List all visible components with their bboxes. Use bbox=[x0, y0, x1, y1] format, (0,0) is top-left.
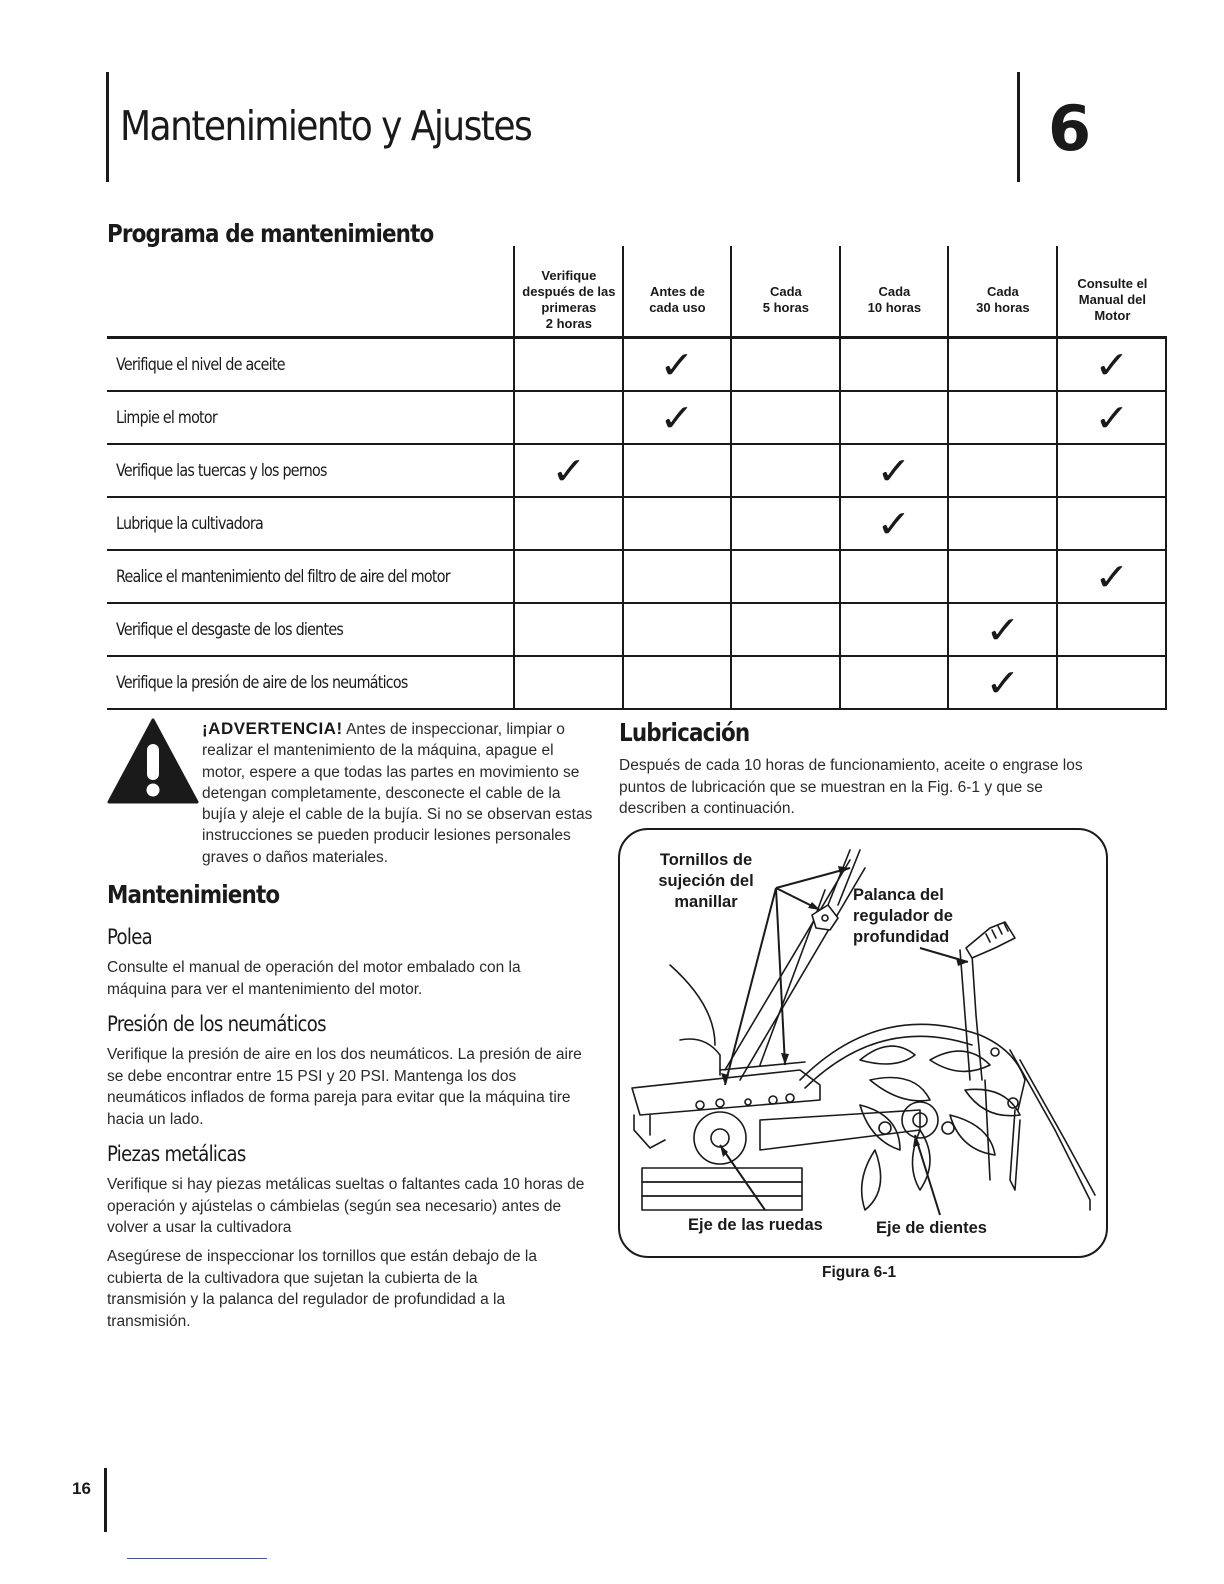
header-right-rule bbox=[1017, 72, 1020, 182]
schedule-cell bbox=[514, 444, 623, 497]
hardware-text: Verifique si hay piezas metálicas sueltas o faltantes cada 10 horas de operación y ajústelas o cámbielas (según sea necesario) antes de volver a usar la cultivadora bbox=[107, 1176, 585, 1236]
column-header: Antes de cada uso bbox=[623, 246, 731, 338]
check-mark-icon: ✓ bbox=[551, 448, 587, 493]
section-heading-pulley: Polea bbox=[107, 925, 153, 949]
check-mark-icon: ✓ bbox=[1094, 554, 1130, 599]
tiller-figure bbox=[618, 828, 1108, 1258]
table-row bbox=[107, 550, 1166, 603]
table-row bbox=[107, 444, 1166, 497]
task-cell bbox=[107, 391, 514, 444]
schedule-cell bbox=[623, 656, 731, 709]
schedule-cell bbox=[514, 656, 623, 709]
schedule-cell bbox=[1057, 603, 1166, 656]
schedule-cell bbox=[948, 550, 1057, 603]
task-label: Verifique las tuercas y los pernos bbox=[116, 460, 327, 481]
schedule-cell bbox=[948, 338, 1057, 392]
schedule-cell bbox=[623, 338, 731, 392]
section-heading-hardware: Piezas metálicas bbox=[107, 1142, 246, 1166]
label-depth-lever: Palanca del regulador de profundidad bbox=[853, 886, 953, 946]
table-row bbox=[107, 391, 1166, 444]
page-number: 16 bbox=[72, 1479, 91, 1498]
column-header: Consulte el Manual del Motor bbox=[1057, 246, 1166, 338]
schedule-cell bbox=[948, 391, 1057, 444]
task-label: Verifique la presión de aire de los neumáticos bbox=[116, 672, 408, 693]
table-header-row bbox=[107, 246, 1166, 338]
label-tine-axle: Eje de dientes bbox=[876, 1219, 987, 1237]
task-cell bbox=[107, 497, 514, 550]
schedule-cell bbox=[948, 497, 1057, 550]
schedule-cell bbox=[948, 444, 1057, 497]
schedule-cell bbox=[731, 391, 840, 444]
label-wheel-axle: Eje de las ruedas bbox=[688, 1216, 823, 1234]
lubrication-title: Lubricación bbox=[619, 718, 750, 747]
schedule-cell bbox=[1057, 550, 1166, 603]
task-label: Realice el mantenimiento del filtro de aire del motor bbox=[116, 566, 450, 587]
figure-caption: Figura 6-1 bbox=[822, 1264, 897, 1281]
task-label: Verifique el desgaste de los dientes bbox=[116, 619, 344, 640]
schedule-cell bbox=[514, 603, 623, 656]
schedule-cell bbox=[840, 550, 948, 603]
chapter-number: 6 bbox=[1048, 92, 1092, 165]
column-header: Cada 30 horas bbox=[948, 246, 1057, 338]
task-cell bbox=[107, 603, 514, 656]
label-handle-bolts: Tornillos de sujeción del manillar bbox=[650, 850, 762, 913]
schedule-cell bbox=[948, 603, 1057, 656]
table-row bbox=[107, 603, 1166, 656]
task-cell bbox=[107, 656, 514, 709]
schedule-cell bbox=[840, 497, 948, 550]
check-mark-icon: ✓ bbox=[1094, 342, 1130, 387]
schedule-cell bbox=[1057, 656, 1166, 709]
check-mark-icon: ✓ bbox=[1094, 395, 1130, 440]
schedule-cell bbox=[840, 603, 948, 656]
schedule-cell bbox=[731, 550, 840, 603]
schedule-cell bbox=[623, 391, 731, 444]
check-mark-icon: ✓ bbox=[985, 607, 1021, 652]
footer-blue-line bbox=[127, 1558, 267, 1559]
task-cell bbox=[107, 444, 514, 497]
table-header-blank bbox=[107, 246, 514, 338]
schedule-cell bbox=[1057, 444, 1166, 497]
schedule-cell bbox=[623, 444, 731, 497]
schedule-cell bbox=[514, 550, 623, 603]
check-mark-icon: ✓ bbox=[876, 448, 912, 493]
schedule-cell bbox=[731, 603, 840, 656]
schedule-cell bbox=[731, 497, 840, 550]
schedule-cell bbox=[840, 338, 948, 392]
warning-text: ¡ADVERTENCIA! Antes de inspeccionar, limpiar o realizar el mantenimiento de la máquina, apague el motor, espere a que todas las partes en movimiento se detengan completamente, desconecte el cable de la bujía y aleje el cable de la bujía. Si no se observan estas instrucciones se pueden producir lesiones personales graves o daños materiales. bbox=[202, 719, 593, 866]
schedule-cell bbox=[514, 338, 623, 392]
check-mark-icon: ✓ bbox=[876, 501, 912, 546]
schedule-cell bbox=[623, 550, 731, 603]
task-label: Limpie el motor bbox=[116, 407, 217, 428]
chapter-title: Mantenimiento y Ajustes bbox=[120, 102, 532, 150]
table-row bbox=[107, 338, 1166, 392]
maintenance-schedule-table bbox=[107, 246, 1167, 710]
tire-pressure-text: Verifique la presión de aire en los dos neumáticos. La presión de aire se debe encontrar entre 15 PSI y 20 PSI. Mantenga los dos neumáticos inflados de forma pareja para evitar que la máquina tire hacia un lado. bbox=[107, 1046, 582, 1128]
task-label: Verifique el nivel de aceite bbox=[116, 354, 285, 375]
warning-triangle-icon bbox=[107, 718, 199, 804]
column-header: Verifique después de las primeras 2 horas bbox=[514, 246, 623, 338]
schedule-cell bbox=[840, 391, 948, 444]
schedule-cell bbox=[514, 391, 623, 444]
schedule-cell bbox=[514, 497, 623, 550]
schedule-cell bbox=[623, 497, 731, 550]
task-cell bbox=[107, 550, 514, 603]
schedule-cell bbox=[731, 444, 840, 497]
schedule-cell bbox=[623, 603, 731, 656]
check-mark-icon: ✓ bbox=[659, 395, 695, 440]
task-label: Lubrique la cultivadora bbox=[116, 513, 264, 534]
schedule-cell bbox=[948, 656, 1057, 709]
schedule-cell bbox=[1057, 497, 1166, 550]
schedule-cell bbox=[1057, 338, 1166, 392]
column-header: Cada 5 horas bbox=[731, 246, 840, 338]
schedule-cell bbox=[731, 656, 840, 709]
maintenance-title: Mantenimiento bbox=[107, 880, 280, 909]
pulley-text: Consulte el manual de operación del motor embalado con la máquina para ver el mantenimiento del motor. bbox=[107, 959, 521, 998]
footer-rule bbox=[104, 1468, 107, 1532]
schedule-cell bbox=[1057, 391, 1166, 444]
check-mark-icon: ✓ bbox=[985, 660, 1021, 705]
check-mark-icon: ✓ bbox=[659, 342, 695, 387]
table-row bbox=[107, 497, 1166, 550]
warning-label: ¡ADVERTENCIA! bbox=[202, 719, 343, 738]
section-heading-tire-pressure: Presión de los neumáticos bbox=[107, 1012, 326, 1036]
column-header: Cada 10 horas bbox=[840, 246, 948, 338]
header-left-rule bbox=[106, 72, 109, 182]
hardware-screws-text: Asegúrese de inspeccionar los tornillos que están debajo de la cubierta de la cultivadora que sujetan la cubierta de la transmisión y la palanca del regulador de profundidad a la transmisión. bbox=[107, 1248, 537, 1330]
schedule-cell bbox=[840, 656, 948, 709]
schedule-cell bbox=[731, 338, 840, 392]
table-row bbox=[107, 656, 1166, 709]
schedule-cell bbox=[840, 444, 948, 497]
schedule-title: Programa de mantenimiento bbox=[107, 219, 434, 248]
lubrication-text: Después de cada 10 horas de funcionamiento, aceite o engrase los puntos de lubricación que se muestran en la Fig. 6-1 y que se describen a continuación. bbox=[619, 757, 1083, 817]
task-cell bbox=[107, 338, 514, 392]
